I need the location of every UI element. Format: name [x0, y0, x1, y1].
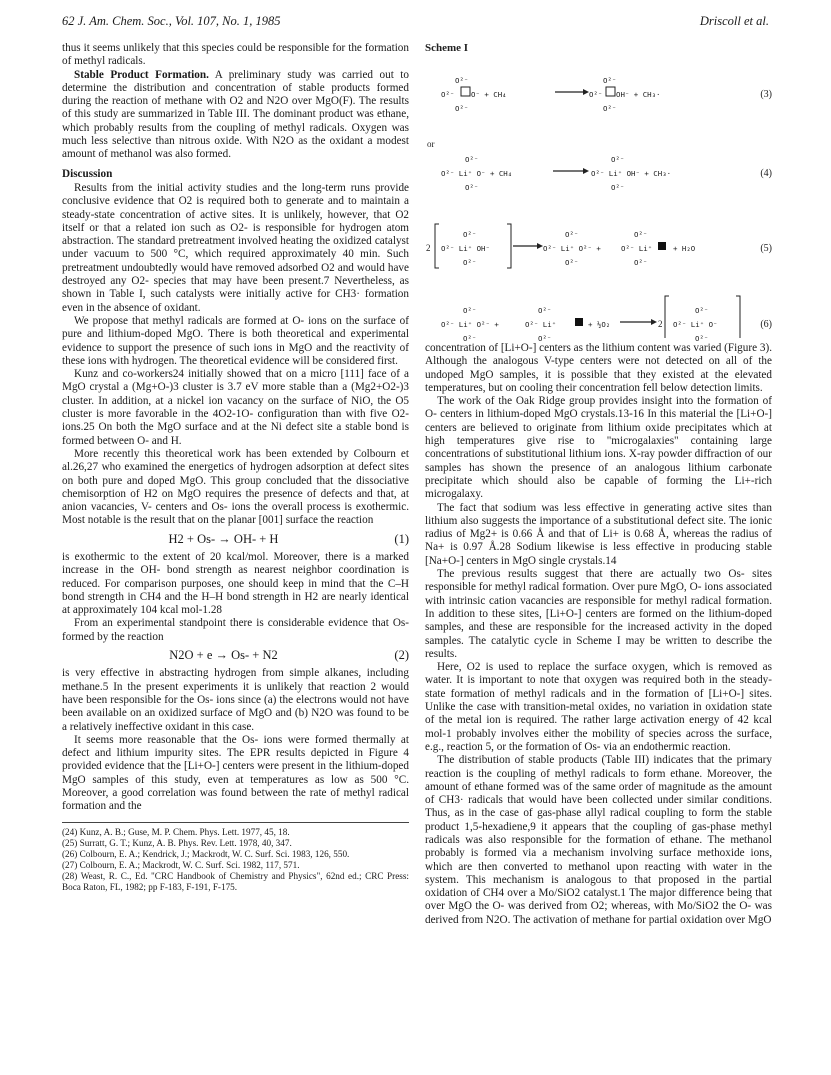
- stoichiometric-coefficient: 2: [658, 319, 663, 329]
- oxide-ion-label: O²⁻: [634, 258, 648, 267]
- oxide-ion-label: O²⁻: [463, 230, 477, 239]
- anion-vacancy-square: [575, 318, 583, 326]
- footnote: (24) Kunz, A. B.; Guse, M. P. Chem. Phys. Lett. 1977, 45, 18.: [62, 826, 290, 837]
- left-column: [62, 42, 409, 893]
- oxide-ion-label: O²⁻: [463, 334, 477, 343]
- scheme-species: O²⁻ Li⁺ O⁻ + CH₄: [441, 169, 513, 178]
- oxide-ion-label: O²⁻: [463, 258, 477, 267]
- paragraph: Kunz and co-workers24 initially showed that on a micro [111] face of a MgO crystal a (Mg+O-)3 cluster is 3.7 eV more stable than a (Mg2+O2-)3 cluster. In addition, at a nickel ion vacancy on the surface of NiO, the O5 cluster is more favorable in the 4O2-1O- configuration than with five O2- ions.25 On both the MgO surface and at the Ni defect site a stable bond is formed between O- and H.: [62, 368, 409, 447]
- oxide-ion-label: O²⁻: [611, 183, 625, 192]
- paragraph: is very effective in abstracting hydrogen from simple alkanes, including methane.5 In the present experiments it is unlikely that reaction 2 would have been responsible for the Os- ions since (a) the electrons would not have been available on an oxidized surface of MgO and (b) N2O was found to be a relatively ineffective oxidant in this case.: [62, 667, 409, 733]
- paragraph: It seems more reasonable that the Os- ions were formed thermally at defect and lithium impurity sites. The EPR results depicted in Figure 4 provided evidence that the [Li+O-] centers were present in the lithium-doped MgO samples of this study, even at temperatures as low as 500 °C. Moreover, a good correlation was found between the rate of methyl radical formation and the: [62, 733, 409, 813]
- scheme-1: [425, 42, 772, 343]
- equation-number: (1): [394, 531, 409, 546]
- bracket: [435, 224, 439, 268]
- paragraph: From an experimental standpoint there is considerable evidence that Os- formed by the reaction: [62, 617, 409, 643]
- oxide-ion-label: O²⁻: [538, 306, 552, 315]
- anion-vacancy-square: [658, 242, 666, 250]
- equation-number: (2): [394, 648, 409, 663]
- scheme-species: + ½O₂: [588, 320, 611, 329]
- equation-2: [62, 649, 409, 662]
- oxide-ion-label: O²⁻: [695, 306, 709, 315]
- paragraph-stable-product: [62, 69, 409, 162]
- oxide-ion-label: O²⁻: [455, 104, 469, 113]
- reaction-number: (5): [760, 243, 772, 254]
- scheme-species: O²⁻ Li⁺ OH⁻: [441, 244, 490, 253]
- paragraph: More recently this theoretical work has been extended by Colbourn et al.26,27 who examined the energetics of hydrogen adsorption at defect sites on both pure and doped MgO. This group concluded that the dissociative chemisorption of H2 on MgO requires the presence of defects and that, at anion vacancies, V- centers and Os- ions the overall process is exothermic. Most notable is the result that on the planar [001] surface the reaction: [62, 447, 409, 527]
- section-heading-discussion: Discussion: [62, 167, 113, 180]
- oxide-ion-label: O²⁻: [465, 155, 479, 164]
- paragraph: is exothermic to the extent of 20 kcal/mol. Moreover, there is a marked increase in the OH- bond strength as nearest neighbor coordination is reduced. For comparison purposes, one should keep in mind that the C–H bond strength in CH4 and the H–H bond strength in H2 are nearly identical at approximately 104 kcal mol-1.28: [62, 550, 409, 617]
- oxide-ion-label: O²⁻: [603, 104, 617, 113]
- scheme-species: O²⁻ Li⁺ O⁻: [673, 320, 718, 329]
- scheme-species: + H₂O: [673, 244, 696, 253]
- scheme-species: O²⁻ Li⁺ O²⁻ +: [543, 244, 601, 253]
- scheme-species: OH⁻ + CH₃·: [616, 90, 661, 99]
- reaction-number: (3): [760, 89, 772, 100]
- footnote: (27) Colbourn, E. A.; Mackrodt, W. C. Surf. Sci. 1982, 117, 571.: [62, 859, 300, 870]
- scheme-title: Scheme I: [425, 42, 469, 54]
- paragraph: The distribution of stable products (Table III) indicates that the primary reaction is the coupling of methyl radicals to form ethane. Moreover, the amount of ethane formed was of the same order of magnitude as the amount of CH3· radicals that would have been collected under similar conditions. Thus, as in the case of gas-phase allyl radical coupling to form the stable product 1,5-hexadiene,9 it appears that the coupling of gas-phase methyl radicals was also responsible for the formation of ethane. The methanol probably is formed via a mechanism involving surface methoxide ions, which are then converted to methanol upon reacting with water in the system. This mechanism is analogous to that proposed in the partial oxidation of CH4 over a Mo/SiO2 catalyst.1 The major difference being that over MgO the O- was derived from O2; whereas, with Mo/SiO2 the O- was derived from N2O. The activation of methane for partial oxidation over MgO: [425, 754, 772, 926]
- footnote: (25) Surratt, G. T.; Kunz, A. B. Phys. Rev. Lett. 1978, 40, 347.: [62, 837, 292, 848]
- cation-vacancy-box: [461, 87, 470, 96]
- stoichiometric-coefficient: 2: [426, 243, 431, 253]
- footnotes: [62, 822, 409, 893]
- oxide-ion-label: O²⁻: [455, 76, 469, 85]
- run-in-heading: Stable Product Formation.: [74, 68, 209, 81]
- scheme-species: O²⁻ Li⁺ OH⁻ + CH₃·: [591, 169, 672, 178]
- bracket: [665, 296, 669, 338]
- equation-body: N2O + e → Os- + N2: [169, 648, 278, 663]
- reaction-number: (6): [760, 319, 772, 330]
- paragraph: We propose that methyl radicals are formed at O- ions on the surface of pure and lithium-doped MgO. There is both theoretical and experimental evidence to support the presence of such ions in MgO and the reactivity of these ions with hydrogen. The theoretical evidence will be considered first.: [62, 314, 409, 367]
- oxide-ion-label: O²⁻: [463, 306, 477, 315]
- scheme-species: O²⁻ Li⁺ O²⁻ +: [441, 320, 499, 329]
- oxide-ion-label: O²⁻: [695, 334, 709, 343]
- footnote: (26) Colbourn, E. A.; Kendrick, J.; Mackrodt, W. C. Surf. Sci. 1983, 126, 550.: [62, 848, 350, 859]
- footnote: (28) Weast, R. C., Ed. "CRC Handbook of Chemistry and Physics", 62nd ed.; CRC Press: Boca Raton, FL, 1982; pp F-183, F-191, F-175.: [62, 870, 409, 892]
- oxide-ion-label: O²⁻: [565, 230, 579, 239]
- oxide-ion-label: O²⁻: [634, 230, 648, 239]
- right-column: [425, 42, 772, 927]
- header-authors: Driscoll et al.: [699, 14, 769, 28]
- oxide-ion-label: O²⁻: [565, 258, 579, 267]
- paragraph: The previous results suggest that there are actually two Os- sites responsible for methyl radical formation. Over pure MgO, O- ions associated with intrinsic cation vacancies are responsible for methyl radical formation. In addition to these sites, [Li+O-] centers are formed on the lithium-doped samples, and these are responsible for the increased activity in the doped samples. The catalytic cycle in Scheme I may be written to describe the results.: [425, 568, 772, 660]
- paragraph-text: A preliminary study was carried out to determine the distribution and concentration of stable products formed during the reaction of methane with O2 and N2O over MgO(F). The results of this study are summarized in Table III. The dominant product was ethane, which probably results from the coupling of methyl radicals. Oxygen was much less selective than nitrous oxide. With N2O as the oxidant a modest amount of methanol was also formed.: [62, 68, 409, 161]
- bracket: [736, 296, 740, 338]
- cation-vacancy-box: [606, 87, 615, 96]
- paragraph: The fact that sodium was less effective in generating active sites than lithium also suggests the importance of a substitutional defect site. The ionic radius of Mg2+ is 0.66 Å and that of Li+ is 0.68 Å, whereas the radius of Na+ is 0.97 Å.28 Sodium likewise is less effective in producing stable [Na+O-] centers in MgO single crystals.14: [425, 501, 772, 567]
- reaction-arrowhead: [583, 168, 589, 174]
- paragraph: Here, O2 is used to replace the surface oxygen, which is removed as water. It is important to note that oxygen was required both in the steady-state formation of methyl radicals and in the formation of [Li+O-] sites. Unlike the case with transition-metal oxides, no variation in oxidation state of the metal ion is required. The rather large activation energy of 42 kcal mol-1 probably involves either the mobility of species across the surface, e.g., reaction 5, or the formation of Os- via an endothermic reaction.: [425, 661, 772, 753]
- oxide-ion-label: O²⁻: [465, 183, 479, 192]
- paragraph: thus it seems unlikely that this species could be responsible for the formation of methyl radicals.: [62, 42, 409, 68]
- oxide-ion-label: O²⁻: [603, 76, 617, 85]
- bracket: [507, 224, 511, 268]
- paragraph: Results from the initial activity studies and the long-term runs provide conclusive evidence that O2 is required both to generate and to maintain a steady-state concentration of active sites. It is unlikely, however, that O2 itself or that a related ion such as O2- is responsible for hydrogen atom abstraction. The standard pretreatment involved heating the oxidized catalyst under vacuum to 500 °C, which required approximately 40 min. Such pretreatment undoubtedly would have removed adsorbed O2 and would have destroyed any O2- species that may have been present.7 Nevertheless, as shown in Table I, such catalysts were initially active for CH3· formation even in the absence of oxidant.: [62, 181, 409, 314]
- running-header: [62, 14, 769, 32]
- equation-1: [62, 533, 409, 546]
- paragraph: The work of the Oak Ridge group provides insight into the formation of O- centers in lithium-doped MgO crystals.13-16 In this material the [Li+O-] centers are believed to originate from lithium oxide precipitates which at high temperatures give rise to "microgalaxies" containing large concentrations of substitutional lithium ions. X-ray powder diffraction of our samples has shown the presence of an analogous lithium carbonate precipitate which should also be capable of forming the Li+-rich microgalaxy.: [425, 395, 772, 501]
- equation-body: H2 + Os- → OH- + H: [168, 531, 279, 546]
- scheme-species: O²⁻ Li⁺: [525, 320, 557, 329]
- oxide-ion-label: O²⁻: [611, 155, 625, 164]
- scheme-species: O²⁻: [441, 90, 455, 99]
- reaction-arrowhead: [651, 319, 657, 325]
- scheme-or: or: [427, 139, 435, 149]
- paragraph: concentration of [Li+O-] centers as the lithium content was varied (Figure 3). Although the analogous V-type centers were not detected on all of the undoped MgO samples, it is possible that they existed at the elevated temperatures, but on cooling their concentration fell below detection limits.: [425, 342, 772, 394]
- scheme-species: O²⁻: [589, 90, 603, 99]
- header-journal-citation: 62 J. Am. Chem. Soc., Vol. 107, No. 1, 1985: [62, 14, 281, 28]
- reaction-number: (4): [760, 168, 772, 179]
- oxide-ion-label: O²⁻: [538, 334, 552, 343]
- scheme-species: O⁻ + CH₄: [471, 90, 507, 99]
- scheme-species: O²⁻ Li⁺: [621, 244, 653, 253]
